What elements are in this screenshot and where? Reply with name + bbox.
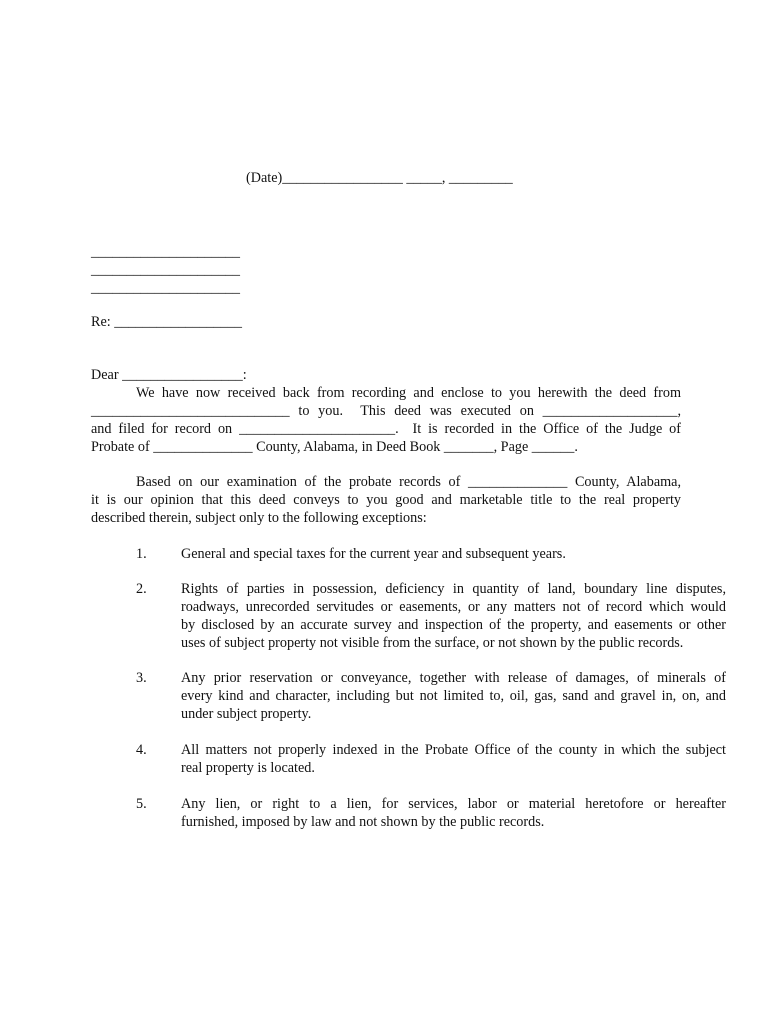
exception-2-line-4: uses of subject property not visible from the surface, or not shown by the public records. [181,635,684,651]
exception-2-number: 2. [136,581,147,597]
exception-3-line-3: under subject property. [181,706,312,722]
exception-3-number: 3. [136,670,147,686]
exception-4-text [181,741,726,777]
address-line-3: _____________________ [91,280,240,296]
exception-3-text [181,669,726,723]
exception-1-line-1: General and special taxes for the current year and subsequent years. [181,546,566,562]
exception-1-number: 1. [136,546,147,562]
para2-line-1: Based on our examination of the probate records of ______________ County, Alabama, [136,474,681,490]
para1-line-2: ____________________________ to you. This deed was executed on ___________________, [91,403,681,419]
exception-3-line-2: every kind and character, including but not limited to, oil, gas, sand and gravel in, on, and [181,688,726,704]
exception-2-text [181,580,726,652]
exception-3-line-1: Any prior reservation or conveyance, together with release of damages, of minerals of [181,670,726,686]
exception-2-line-1: Rights of parties in possession, deficiency in quantity of land, boundary line disputes, [181,581,726,597]
re-line: Re: __________________ [91,314,242,330]
address-line-1: _____________________ [91,244,240,260]
para1-line-3: and filed for record on ______________________. It is recorded in the Office of the Judge of [91,421,681,437]
exception-1-text [181,545,726,563]
address-line-2: _____________________ [91,262,240,278]
date-line: (Date)_________________ _____, _________ [246,170,513,186]
exception-4-number: 4. [136,742,147,758]
exception-5-line-1: Any lien, or right to a lien, for services, labor or material heretofore or hereafter [181,796,726,812]
para2-line-3: described therein, subject only to the following exceptions: [91,510,427,526]
exception-5-text [181,795,726,831]
exception-4-line-2: real property is located. [181,760,315,776]
para1-line-1: We have now received back from recording and enclose to you herewith the deed from [136,385,681,401]
exception-5-number: 5. [136,796,147,812]
para1-line-4: Probate of ______________ County, Alabama, in Deed Book _______, Page ______. [91,439,578,455]
exception-4-line-1: All matters not properly indexed in the Probate Office of the county in which the subject [181,742,726,758]
exception-5-line-2: furnished, imposed by law and not shown by the public records. [181,814,545,830]
exception-2-line-3: by disclosed by an accurate survey and inspection of the property, and easements or other [181,617,726,633]
salutation: Dear _________________: [91,367,247,383]
para2-line-2: it is our opinion that this deed conveys to you good and marketable title to the real property [91,492,681,508]
exception-2-line-2: roadways, unrecorded servitudes or easements, or any matters not of record which would [181,599,726,615]
